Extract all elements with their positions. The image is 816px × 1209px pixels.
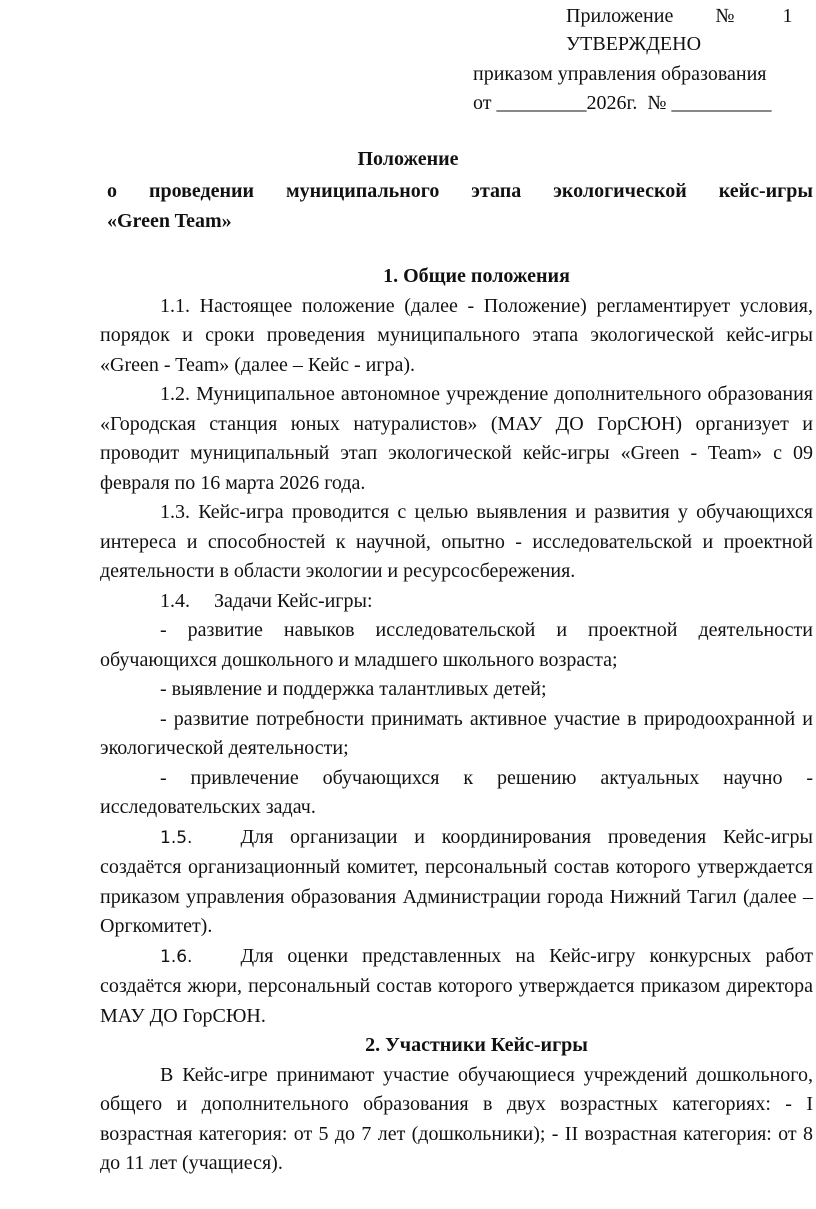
order-line: приказом управления образования <box>473 63 767 85</box>
section2-heading: 2. Участники Кейс-игры <box>365 1034 588 1056</box>
task-item-4: - привлечение обучающихся к решению актуальных научно - исследовательских задач. <box>100 766 813 818</box>
document-body <box>100 262 813 1179</box>
appendix-label: Приложение <box>566 5 674 27</box>
section1-heading: 1. Общие положения <box>383 265 570 287</box>
task-item-3: - развитие потребности принимать активное участие в природоохранной и экологической деятельности; <box>100 707 813 759</box>
date-line: от _________2026г. № __________ <box>473 92 772 114</box>
paragraph-2-1: В Кейс-игре принимают участие обучающиеся учреждений дошкольного, общего и дополнительного образования в двух возрастных категориях: - I возрастная категория: от 5 до 7 лет (дошкольники); - II возрастная категория: от 8 до 11 лет (учащиеся). <box>100 1063 813 1174</box>
paragraph-1-5 <box>100 823 813 942</box>
task-item-2: - выявление и поддержка талантливых детей; <box>160 678 547 700</box>
document-subtitle-line1: о проведении муниципального этапа экологической кейс-игры <box>107 180 813 202</box>
document-subtitle-line2: «Green Team» <box>107 210 232 232</box>
paragraph-1-3: 1.3. Кейс-игра проводится с целью выявления и развития у обучающихся интереса и способностей к научной, опытно - исследовательской и проектной деятельности в области экологии и ресурсосбережения. <box>100 501 813 582</box>
paragraph-1-4 <box>100 587 813 617</box>
document-title: Положение <box>357 148 459 170</box>
paragraph-1-2: 1.2. Муниципальное автономное учреждение дополнительного образования «Городская станция юных натуралистов» (МАУ ДО ГорСЮН) организует и проводит муниципальный этап экологической кейс-игры «Green - Team» с 09 февраля по 16 марта 2026 года. <box>100 383 813 494</box>
task-item-1: - развитие навыков исследовательской и проектной деятельности обучающихся дошкольного и младшего школьного возраста; <box>100 619 813 671</box>
appendix-line <box>566 3 792 29</box>
paragraph-1-4-text: Задачи Кейс-игры: <box>214 589 373 612</box>
appendix-no-sign: № <box>715 5 735 27</box>
paragraph-1-4-number: 1.4. <box>160 589 190 612</box>
paragraph-1-6-text: Для оценки представленных на Кейс-игру конкурсных работ создаётся жюри, персональный состав которого утверждается приказом директора МАУ ДО ГорСЮН. <box>100 944 813 1027</box>
paragraph-1-6 <box>100 942 813 1032</box>
paragraph-1-5-text: Для организации и координирования проведения Кейс-игры создаётся организационный комитет, персональный состав которого утверждается приказом управления образования Администрации города Нижний Тагил (далее – Оргкомитет). <box>100 825 813 937</box>
paragraph-1-6-number: 1.6. <box>160 946 193 967</box>
paragraph-1-5-number: 1.5. <box>160 827 193 848</box>
approved-label: УТВЕРЖДЕНО <box>566 33 702 55</box>
paragraph-1-1: 1.1. Настоящее положение (далее - Положение) регламентирует условия, порядок и сроки проведения муниципального этапа экологической кейс-игры «Green - Team» (далее – Кейс - игра). <box>100 294 813 376</box>
appendix-number: 1 <box>782 5 793 27</box>
